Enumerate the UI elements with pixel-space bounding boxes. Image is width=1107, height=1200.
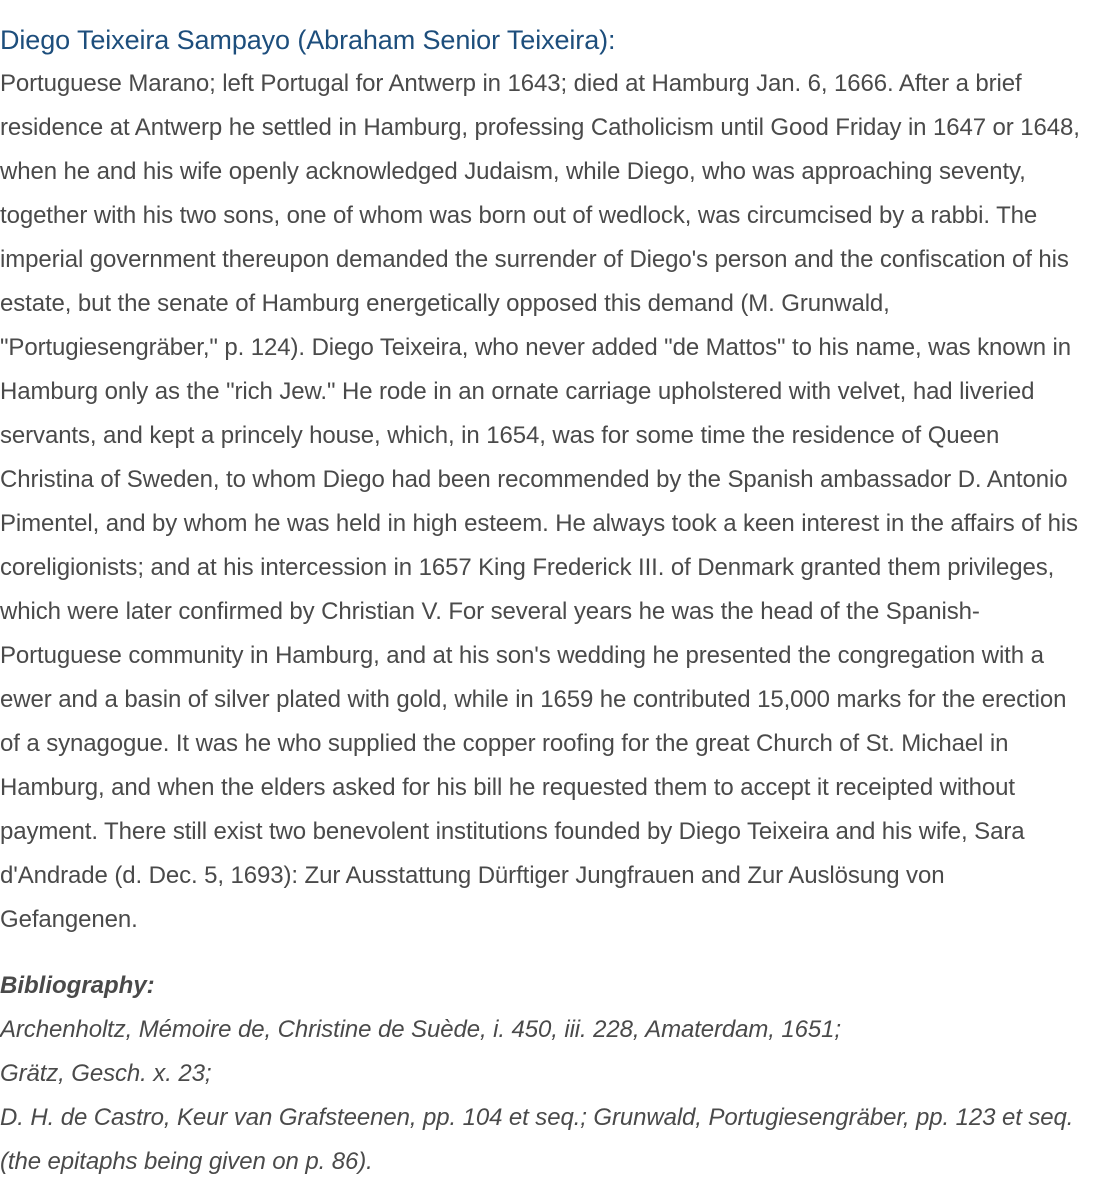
bibliography-item: Archenholtz, Mémoire de, Christine de Suède, i. 450, iii. 228, Amaterdam, 1651; <box>0 1016 841 1043</box>
bibliography-list <box>0 1008 1080 1184</box>
bibliography-item: Grätz, Gesch. x. 23; <box>0 1060 212 1087</box>
bibliography-heading: Bibliography: <box>0 972 155 999</box>
bibliography-item: D. H. de Castro, Keur van Grafsteenen, pp. 104 et seq.; Grunwald, Portugiesengräber, pp. 123 et seq. (the epitaphs being given on p. 86). <box>0 1104 1074 1175</box>
article-heading: Diego Teixeira Sampayo (Abraham Senior Teixeira): <box>0 25 616 55</box>
article <box>0 18 1080 1184</box>
article-body: Portuguese Marano; left Portugal for Antwerp in 1643; died at Hamburg Jan. 6, 1666. After a brief residence at Antwerp he settled in Hamburg, professing Catholicism until Good Friday in 1647 or 1648, when he and his wife openly acknowledged Judaism, while Diego, who was approaching seventy, together with his two sons, one of whom was born out of wedlock, was circumcised by a rabbi. The imperial government thereupon demanded the surrender of Diego's person and the confiscation of his estate, but the senate of Hamburg energetically opposed this demand (M. Grunwald, "Portugiesengräber," p. 124). Diego Teixeira, who never added "de Mattos" to his name, was known in Hamburg only as the "rich Jew." He rode in an ornate carriage upholstered with velvet, had liveried servants, and kept a princely house, which, in 1654, was for some time the residence of Queen Christina of Sweden, to whom Diego had been recommended by the Spanish ambassador D. Antonio Pimentel, and by whom he was held in high esteem. He always took a keen interest in the affairs of his coreligionists; and at his intercession in 1657 King Frederick III. of Denmark granted them privileges, which were later confirmed by Christian V. For several years he was the head of the Spanish-Portuguese community in Hamburg, and at his son's wedding he presented the congregation with a ewer and a basin of silver plated with gold, while in 1659 he contributed 15,000 marks for the erection of a synagogue. It was he who supplied the copper roofing for the great Church of St. Michael in Hamburg, and when the elders asked for his bill he requested them to accept it receipted without payment. There still exist two benevolent institutions founded by Diego Teixeira and his wife, Sara d'Andrade (d. Dec. 5, 1693): Zur Ausstattung Dürftiger Jungfrauen and Zur Auslösung von Gefangenen. <box>0 70 1080 933</box>
